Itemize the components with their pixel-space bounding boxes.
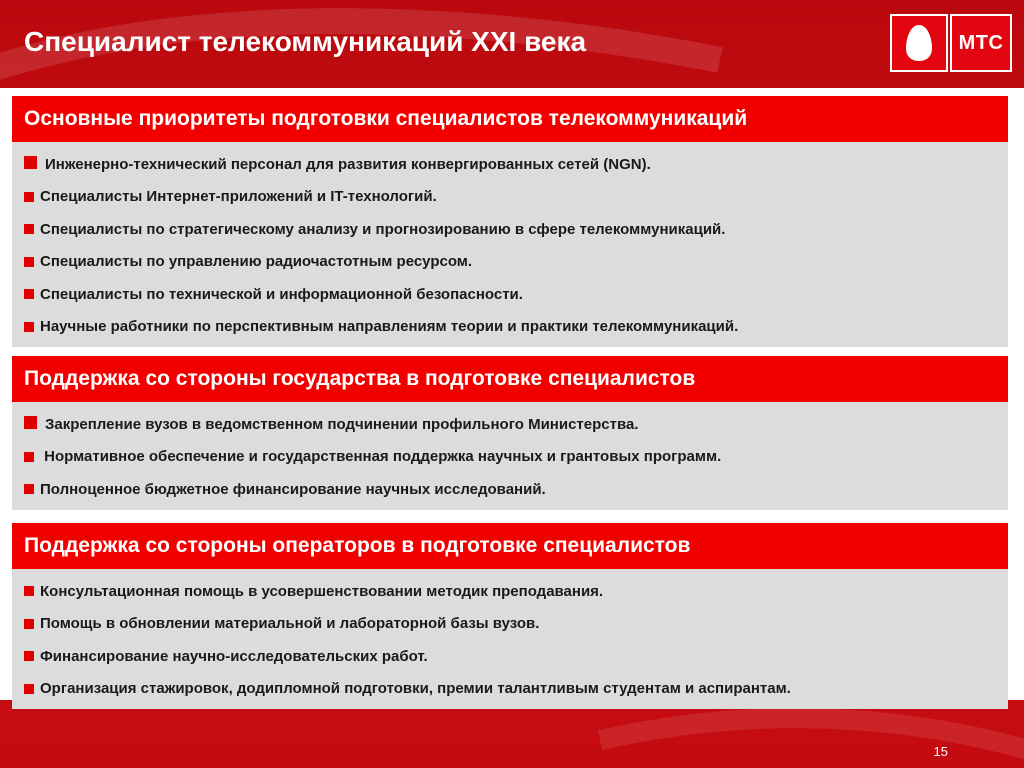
square-bullet-icon — [24, 289, 34, 299]
list-item — [24, 246, 996, 279]
logo-text: МТС — [950, 14, 1012, 72]
list-item — [24, 640, 996, 673]
section-header: Поддержка со стороны государства в подготовке специалистов — [12, 356, 1008, 402]
list-item — [24, 181, 996, 214]
section-state-support — [12, 356, 1008, 510]
list-item — [24, 408, 996, 441]
section-priorities — [12, 96, 1008, 347]
list-item-text: Организация стажировок, додипломной подготовки, премии талантливым студентам и аспирантам. — [40, 680, 791, 698]
slide-header — [0, 0, 1024, 88]
square-bullet-icon — [24, 651, 34, 661]
page-title: Специалист телекоммуникаций XXI века — [24, 26, 587, 57]
square-bullet-icon — [24, 484, 34, 494]
list-item-text: Специалисты по управлению радиочастотным ресурсом. — [40, 253, 473, 271]
list-item — [24, 213, 996, 246]
list-item — [24, 441, 996, 474]
list-item-text: Финансирование научно-исследовательских работ. — [40, 647, 428, 665]
list-item — [24, 575, 996, 608]
list-item-text: Полноценное бюджетное финансирование научных исследований. — [40, 480, 546, 498]
list-item-text: Специалисты по технической и информационной безопасности. — [40, 285, 523, 303]
square-bullet-icon — [24, 416, 37, 429]
mts-logo — [890, 14, 1012, 72]
logo-egg-box — [890, 14, 948, 72]
list-item — [24, 608, 996, 641]
section-body — [12, 142, 1008, 347]
square-bullet-icon — [24, 156, 37, 169]
list-item-text: Нормативное обеспечение и государственная поддержка научных и грантовых программ. — [40, 448, 722, 466]
list-item-text: Специалисты по стратегическому анализу и прогнозированию в сфере телекоммуникаций. — [40, 220, 726, 238]
list-item — [24, 278, 996, 311]
square-bullet-icon — [24, 224, 34, 234]
section-header: Основные приоритеты подготовки специалистов телекоммуникаций — [12, 96, 1008, 142]
square-bullet-icon — [24, 452, 34, 462]
square-bullet-icon — [24, 257, 34, 267]
list-item-text: Помощь в обновлении материальной и лабораторной базы вузов. — [40, 615, 540, 633]
square-bullet-icon — [24, 322, 34, 332]
slide-footer — [0, 700, 1024, 768]
square-bullet-icon — [24, 586, 34, 596]
list-item-text: Закрепление вузов в ведомственном подчинении профильного Министерства. — [45, 415, 639, 433]
egg-icon — [904, 23, 934, 63]
list-item — [24, 473, 996, 506]
square-bullet-icon — [24, 684, 34, 694]
list-item-text: Консультационная помощь в усовершенствовании методик преподавания. — [40, 582, 604, 600]
list-item — [24, 311, 996, 344]
section-body — [12, 402, 1008, 510]
square-bullet-icon — [24, 192, 34, 202]
list-item — [24, 148, 996, 181]
section-operator-support — [12, 523, 1008, 709]
section-header: Поддержка со стороны операторов в подготовке специалистов — [12, 523, 1008, 569]
page-number: 15 — [933, 744, 948, 759]
square-bullet-icon — [24, 619, 34, 629]
slide-content — [0, 88, 1024, 700]
list-item-text: Специалисты Интернет-приложений и IT-технологий. — [40, 188, 437, 206]
list-item-text: Научные работники по перспективным направлениям теории и практики телекоммуникаций. — [40, 318, 739, 336]
list-item-text: Инженерно-технический персонал для развития конвергированных сетей (NGN). — [45, 155, 651, 173]
section-body — [12, 569, 1008, 709]
